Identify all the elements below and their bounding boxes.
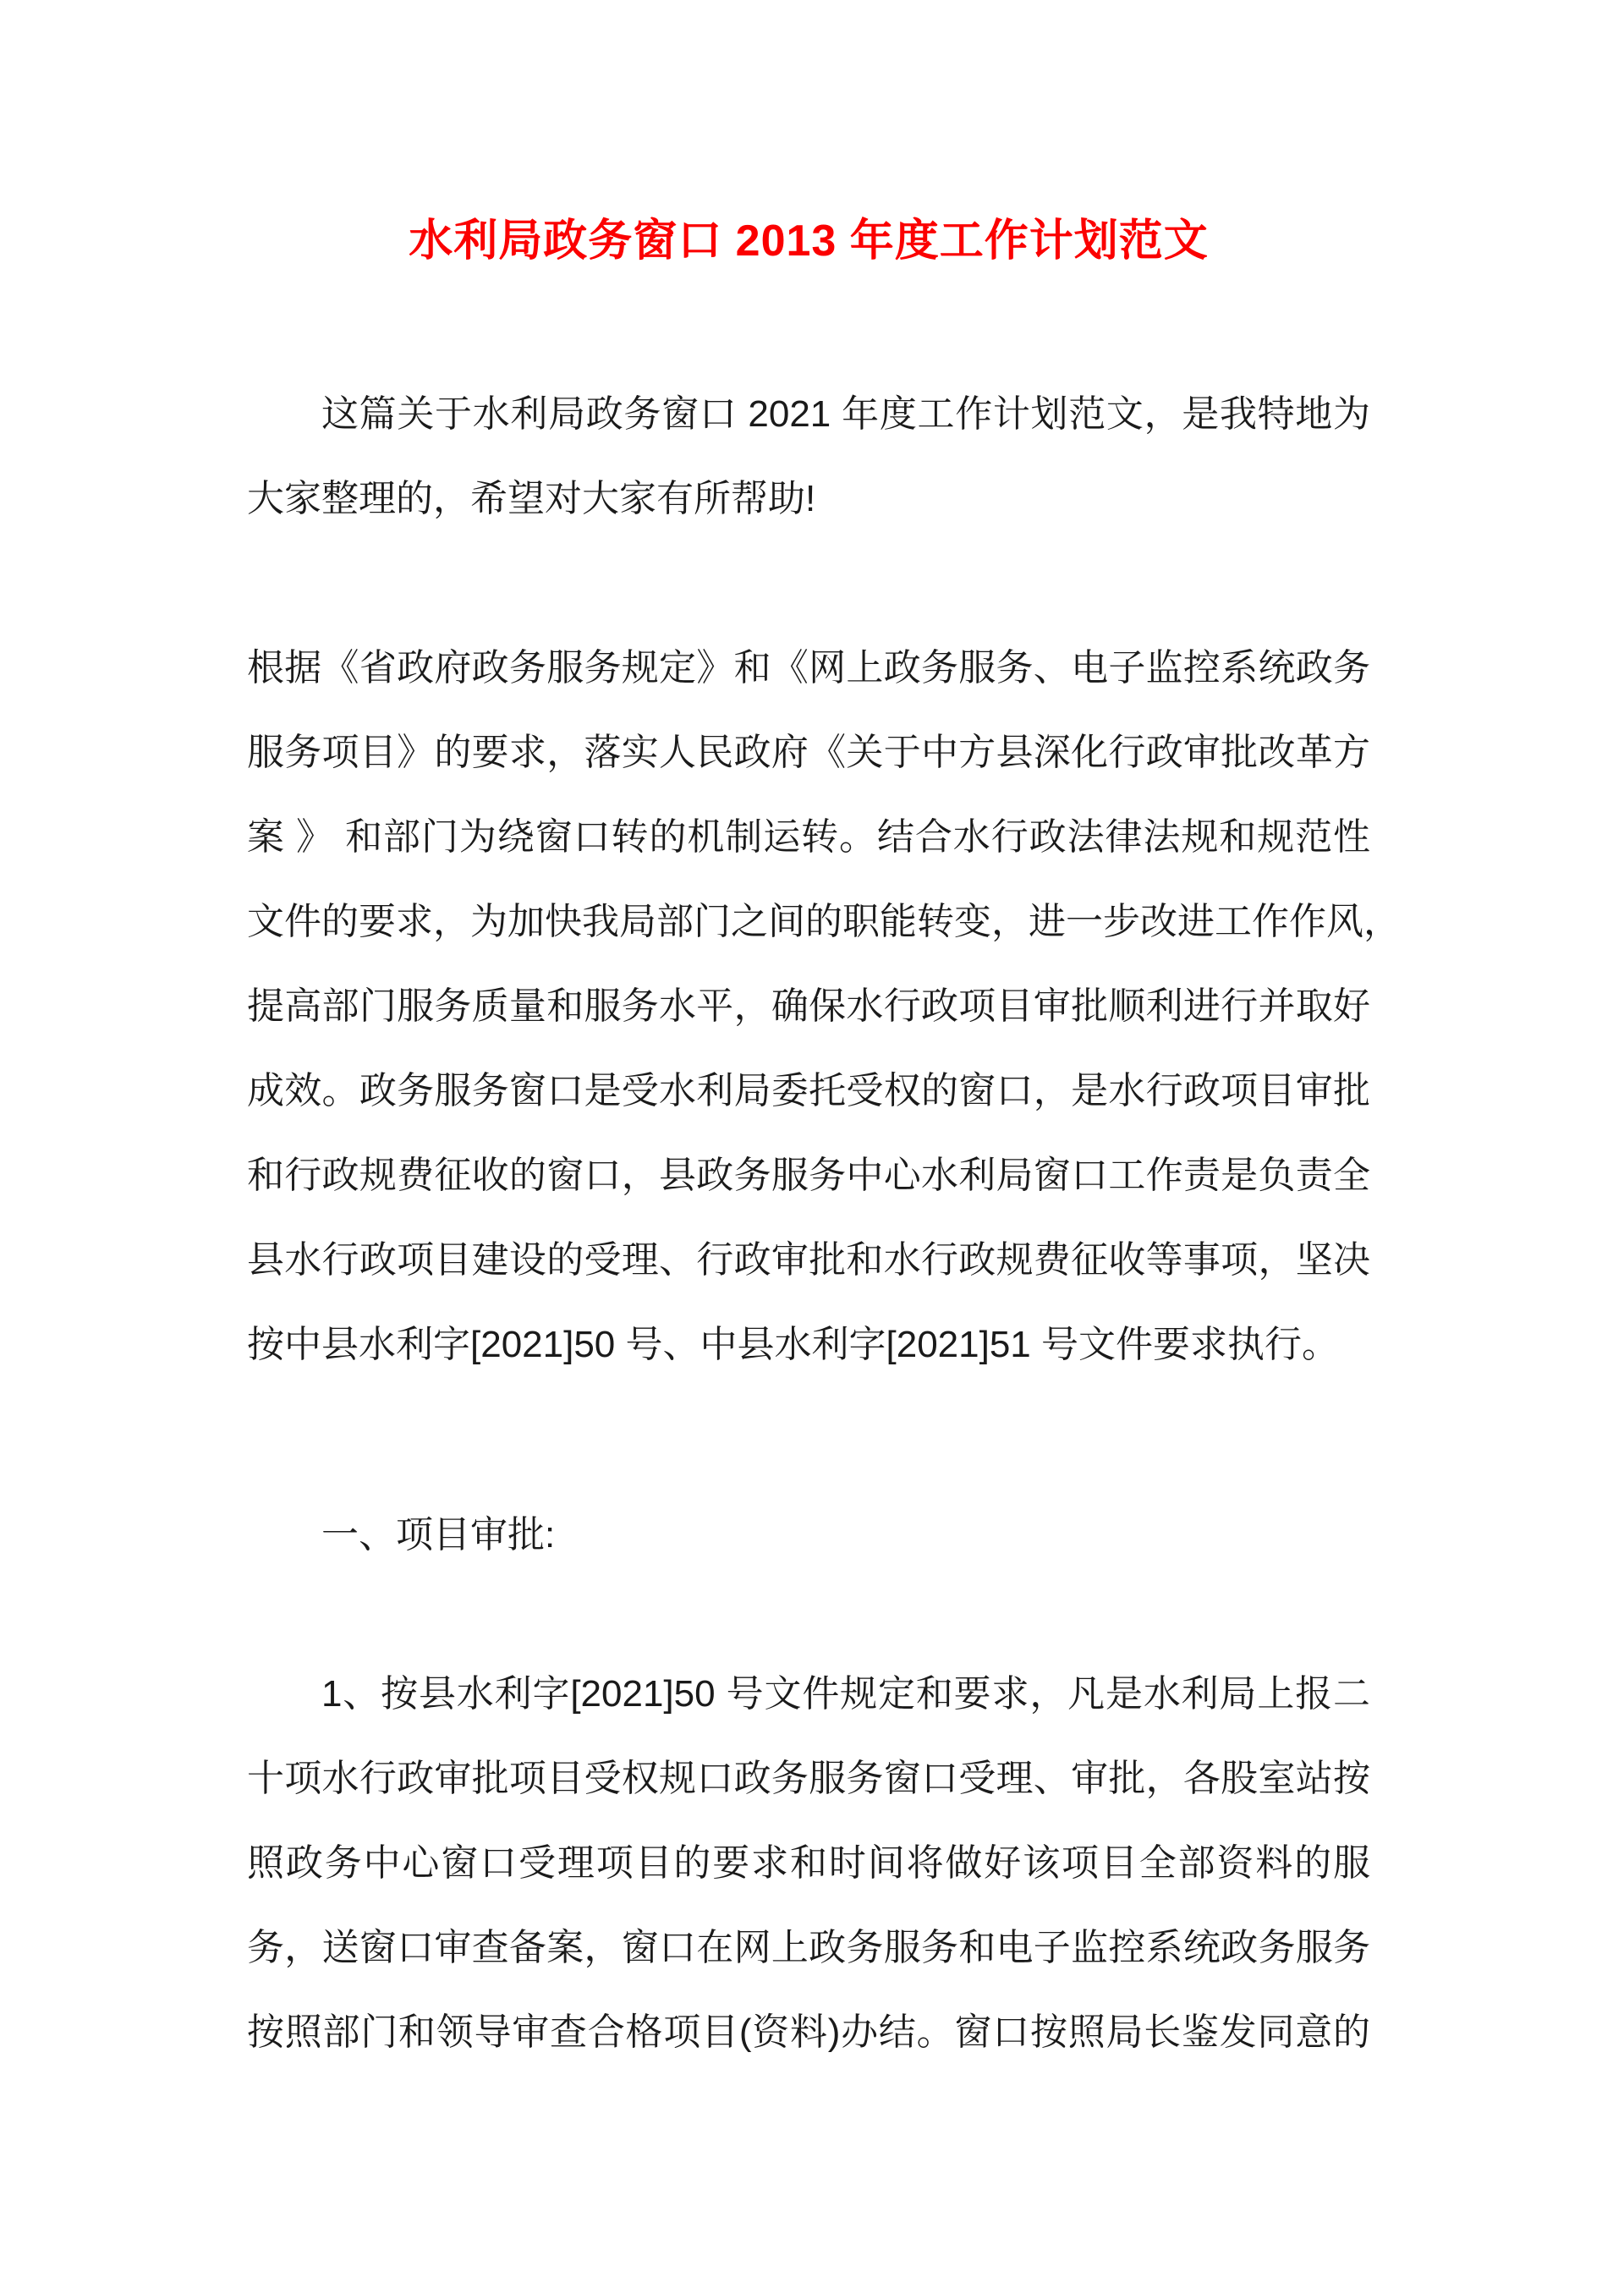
section-1-heading <box>247 1493 1370 1578</box>
policy-basis-paragraph <box>247 626 1401 1387</box>
text-line: 案 》 和部门为绕窗口转的机制运转。结合水行政法律法规和规范性 <box>247 816 1370 858</box>
text-line: 提高部门服务质量和服务水平，确保水行政项目审批顺利进行并取好 <box>247 985 1370 1027</box>
text-line: 大家整理的，希望对大家有所帮助! <box>247 478 816 519</box>
text-line: 文件的要求，为加快我局部门之间的职能转变，进一步改进工作作风， <box>247 901 1401 942</box>
text-line: 一、项目审批: <box>321 1514 556 1556</box>
text-line: 十项水行政审批项目受权规口政务服务窗口受理、审批，各股室站按 <box>247 1758 1370 1799</box>
intro-paragraph <box>247 372 1370 541</box>
text-line: 照政务中心窗口受理项目的要求和时间将做好该项目全部资料的服 <box>247 1842 1370 1884</box>
text-line: 务，送窗口审查备案，窗口在网上政务服务和电子监控系统政务服务 <box>247 1927 1370 1968</box>
text-line: 根据《省政府政务服务规定》和《网上政务服务、电子监控系统政务 <box>247 647 1370 689</box>
text-line: 按照部门和领导审查合格项目(资料)办结。窗口按照局长鉴发同意的 <box>247 2011 1370 2053</box>
document-title: 水利局政务窗口 2013 年度工作计划范文 <box>409 217 1209 266</box>
text-line: 成效。政务服务窗口是受水利局委托受权的窗口，是水行政项目审批 <box>247 1070 1370 1111</box>
text-line: 按中县水利字[2021]50 号、中县水利字[2021]51 号文件要求执行。 <box>247 1324 1339 1365</box>
text-line: 这篇关于水利局政务窗口 2021 年度工作计划范文，是我特地为 <box>321 393 1370 435</box>
text-line: 服务项目》的要求，落实人民政府《关于中方县深化行政审批改革方 <box>247 732 1370 773</box>
text-line: 县水行政项目建设的受理、行政审批和水行政规费征收等事项，坚决 <box>247 1239 1370 1281</box>
text-line: 和行政规费征收的窗口，县政务服务中心水利局窗口工作责是负责全 <box>247 1155 1370 1196</box>
text-line: 1、按县水利字[2021]50 号文件规定和要求，凡是水利局上报二 <box>321 1673 1370 1715</box>
section-1-item-1-paragraph <box>247 1652 1370 2075</box>
